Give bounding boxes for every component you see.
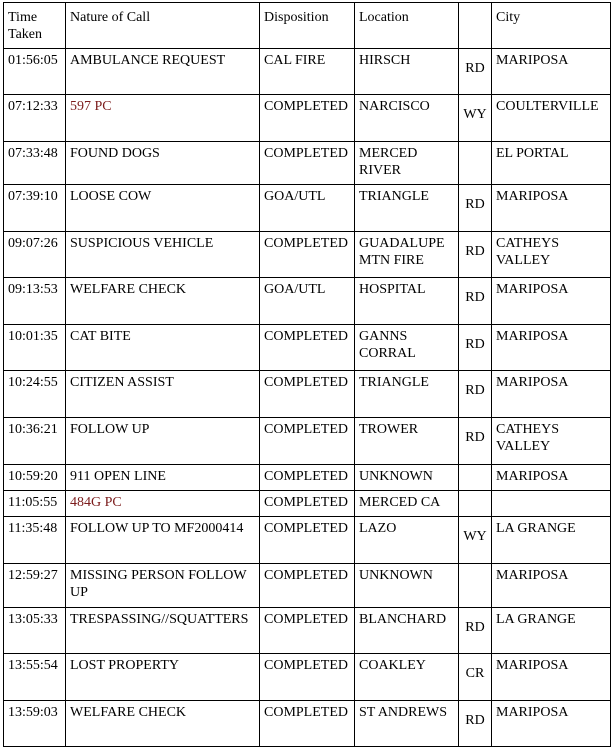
- nature-cell: WELFARE CHECK: [66, 278, 260, 325]
- time-cell: 07:12:33: [4, 95, 66, 142]
- location-cell: GANNS CORRAL: [355, 325, 459, 371]
- location-cell: TROWER: [355, 418, 459, 465]
- suffix-cell: RD: [459, 325, 492, 371]
- city-cell: [492, 491, 611, 517]
- time-cell: 10:01:35: [4, 325, 66, 371]
- time-cell: 07:39:10: [4, 185, 66, 232]
- location-cell: BLANCHARD: [355, 608, 459, 654]
- header-suffix: [459, 3, 492, 49]
- disposition-cell: COMPLETED: [260, 564, 355, 608]
- time-cell: 13:55:54: [4, 654, 66, 701]
- nature-cell: CAT BITE: [66, 325, 260, 371]
- city-cell: LA GRANGE: [492, 608, 611, 654]
- time-cell: 10:36:21: [4, 418, 66, 465]
- disposition-cell: GOA/UTL: [260, 185, 355, 232]
- nature-cell: FOUND DOGS: [66, 142, 260, 185]
- table-row: [4, 325, 611, 371]
- nature-cell: LOST PROPERTY: [66, 654, 260, 701]
- header-row: [4, 3, 611, 49]
- city-cell: CATHEYS VALLEY: [492, 418, 611, 465]
- call-log-body: [4, 49, 611, 747]
- disposition-cell: COMPLETED: [260, 701, 355, 747]
- nature-cell: WELFARE CHECK: [66, 701, 260, 747]
- nature-cell: 911 OPEN LINE: [66, 465, 260, 491]
- disposition-cell: COMPLETED: [260, 142, 355, 185]
- nature-cell: LOOSE COW: [66, 185, 260, 232]
- disposition-cell: COMPLETED: [260, 371, 355, 418]
- city-cell: CATHEYS VALLEY: [492, 232, 611, 278]
- nature-cell: FOLLOW UP: [66, 418, 260, 465]
- suffix-cell: WY: [459, 95, 492, 142]
- time-cell: 11:35:48: [4, 517, 66, 564]
- table-row: [4, 95, 611, 142]
- nature-cell: SUSPICIOUS VEHICLE: [66, 232, 260, 278]
- suffix-cell: [459, 564, 492, 608]
- header-disposition: Disposition: [260, 3, 355, 49]
- suffix-cell: RD: [459, 418, 492, 465]
- disposition-cell: COMPLETED: [260, 418, 355, 465]
- city-cell: MARIPOSA: [492, 371, 611, 418]
- time-cell: 13:05:33: [4, 608, 66, 654]
- disposition-cell: COMPLETED: [260, 95, 355, 142]
- suffix-cell: [459, 142, 492, 185]
- table-row: [4, 418, 611, 465]
- disposition-cell: COMPLETED: [260, 608, 355, 654]
- city-cell: MARIPOSA: [492, 278, 611, 325]
- suffix-cell: WY: [459, 517, 492, 564]
- city-cell: MARIPOSA: [492, 564, 611, 608]
- time-cell: 12:59:27: [4, 564, 66, 608]
- table-row: [4, 185, 611, 232]
- header-time: Time Taken: [4, 3, 66, 49]
- city-cell: MARIPOSA: [492, 701, 611, 747]
- nature-cell: 484G PC: [66, 491, 260, 517]
- location-cell: MERCED CA: [355, 491, 459, 517]
- location-cell: UNKNOWN: [355, 564, 459, 608]
- city-cell: COULTERVILLE: [492, 95, 611, 142]
- time-cell: 07:33:48: [4, 142, 66, 185]
- call-log-table: [3, 2, 611, 747]
- suffix-cell: CR: [459, 654, 492, 701]
- suffix-cell: RD: [459, 608, 492, 654]
- table-row: [4, 49, 611, 95]
- location-cell: HOSPITAL: [355, 278, 459, 325]
- suffix-cell: [459, 491, 492, 517]
- nature-cell: 597 PC: [66, 95, 260, 142]
- city-cell: MARIPOSA: [492, 325, 611, 371]
- table-row: [4, 491, 611, 517]
- table-row: [4, 564, 611, 608]
- city-cell: MARIPOSA: [492, 185, 611, 232]
- location-cell: TRIANGLE: [355, 185, 459, 232]
- nature-cell: AMBULANCE REQUEST: [66, 49, 260, 95]
- city-cell: MARIPOSA: [492, 49, 611, 95]
- time-cell: 10:59:20: [4, 465, 66, 491]
- table-row: [4, 701, 611, 747]
- time-cell: 10:24:55: [4, 371, 66, 418]
- time-cell: 09:07:26: [4, 232, 66, 278]
- nature-cell: CITIZEN ASSIST: [66, 371, 260, 418]
- location-cell: TRIANGLE: [355, 371, 459, 418]
- table-row: [4, 654, 611, 701]
- time-cell: 13:59:03: [4, 701, 66, 747]
- location-cell: ST ANDREWS: [355, 701, 459, 747]
- location-cell: LAZO: [355, 517, 459, 564]
- time-cell: 01:56:05: [4, 49, 66, 95]
- location-cell: GUADALUPE MTN FIRE: [355, 232, 459, 278]
- table-row: [4, 142, 611, 185]
- nature-cell: MISSING PERSON FOLLOW UP: [66, 564, 260, 608]
- location-cell: COAKLEY: [355, 654, 459, 701]
- nature-cell: TRESPASSING//SQUATTERS: [66, 608, 260, 654]
- table-row: [4, 517, 611, 564]
- nature-cell: FOLLOW UP TO MF2000414: [66, 517, 260, 564]
- disposition-cell: COMPLETED: [260, 517, 355, 564]
- suffix-cell: RD: [459, 278, 492, 325]
- time-cell: 09:13:53: [4, 278, 66, 325]
- header-city: City: [492, 3, 611, 49]
- table-row: [4, 608, 611, 654]
- disposition-cell: COMPLETED: [260, 654, 355, 701]
- suffix-cell: RD: [459, 49, 492, 95]
- disposition-cell: COMPLETED: [260, 232, 355, 278]
- city-cell: MARIPOSA: [492, 654, 611, 701]
- disposition-cell: COMPLETED: [260, 465, 355, 491]
- location-cell: MERCED RIVER: [355, 142, 459, 185]
- suffix-cell: RD: [459, 185, 492, 232]
- table-row: [4, 232, 611, 278]
- header-location: Location: [355, 3, 459, 49]
- location-cell: UNKNOWN: [355, 465, 459, 491]
- city-cell: LA GRANGE: [492, 517, 611, 564]
- time-cell: 11:05:55: [4, 491, 66, 517]
- city-cell: MARIPOSA: [492, 465, 611, 491]
- suffix-cell: RD: [459, 701, 492, 747]
- table-row: [4, 465, 611, 491]
- location-cell: NARCISCO: [355, 95, 459, 142]
- disposition-cell: CAL FIRE: [260, 49, 355, 95]
- disposition-cell: COMPLETED: [260, 325, 355, 371]
- table-row: [4, 278, 611, 325]
- location-cell: HIRSCH: [355, 49, 459, 95]
- table-row: [4, 371, 611, 418]
- disposition-cell: GOA/UTL: [260, 278, 355, 325]
- suffix-cell: RD: [459, 371, 492, 418]
- header-nature: Nature of Call: [66, 3, 260, 49]
- city-cell: EL PORTAL: [492, 142, 611, 185]
- disposition-cell: COMPLETED: [260, 491, 355, 517]
- suffix-cell: [459, 465, 492, 491]
- suffix-cell: RD: [459, 232, 492, 278]
